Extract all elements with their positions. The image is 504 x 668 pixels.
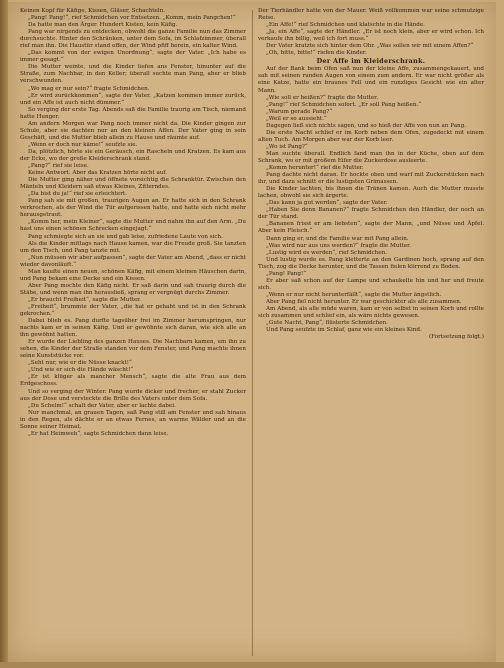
left-text-column — [20, 8, 246, 656]
left-paragraph: Die Mutter weinte, und die Kinder liefen ans Fenster, hinunter auf die Straße, zum Nachbar, in den Keller; überall suchte man Pang, aber er blieb verschwunden. — [20, 64, 246, 85]
right-paragraph: „Ein Affe!“ rief Schmidchen und klatschte in die Hände. — [266, 22, 425, 29]
right-paragraph: „Gute Nacht, Pang“, flüsterte Schmidchen. — [266, 320, 388, 327]
left-paragraph: „Er ist klüger als mancher Mensch“, sagte die alte Frau aus dem Erdgeschoss. — [20, 374, 246, 388]
right-paragraph: „Komm herunter!“ rief die Mutter. — [266, 165, 364, 172]
left-paragraph: „Pang?“ rief sie leise. — [28, 163, 89, 170]
left-paragraph: „Wenn er doch nur käme!“ seufzte sie. — [28, 141, 138, 148]
left-paragraph: Nur manchmal, an grauen Tagen, saß Pang still am Fenster und sah hinaus in den Regen, als dächte er an etwas Fernes, an warme Wälder und an die Sonne seiner Heimat. — [20, 409, 246, 430]
right-paragraph: „Bananen frisst er am liebsten“, sagte der Mann, „und Nüsse und Äpfel. Aber kein Fleisch.“ — [258, 221, 484, 235]
right-column-paragraphs-after — [258, 66, 484, 334]
right-paragraph: „Pang!“ rief Schmidchen sofort. „Er soll Pang heißen.“ — [266, 101, 422, 108]
right-paragraph: „Was wird nur aus uns werden?“ fragte die Mutter. — [266, 242, 411, 249]
left-paragraph: „Komm her, mein Kleiner“, sagte die Mutter und nahm ihn auf den Arm. „Du hast uns einen schönen Schrecken eingejagt.“ — [20, 219, 246, 233]
left-paragraph: Aber Pang mochte den Käfig nicht. Er saß darin und sah traurig durch die Stäbe, und wenn man ihn herausließ, sprang er vergnügt durchs Zimmer. — [20, 282, 246, 296]
right-paragraph: Man suchte überall. Endlich fand man ihn in der Küche, oben auf dem Schrank, wo er mit großem Eifer die Zuckerdose ausleerte. — [258, 150, 484, 164]
right-paragraph: Er aber saß schon auf der Lampe und schaukelte hin und her und freute sich. — [258, 277, 484, 291]
section-heading: Der Affe im Kleiderschrank. — [316, 57, 426, 66]
left-paragraph: Am andern Morgen war Pang noch immer nicht da. Die Kinder gingen zur Schule, aber sie dachten nur an den kleinen Affen. Der Vater ging in sein Geschäft, und die Mutter blieb allein zu Hause und räumte auf. — [20, 120, 246, 141]
left-paragraph: Und so verging der Winter. Pang wurde dicker und frecher, er stahl Zucker aus der Dose und versteckte die Brille des Vaters unter dem Sofa. — [20, 388, 246, 402]
right-paragraph: Die Kinder lachten, bis ihnen die Tränen kamen. Auch die Mutter musste lachen, obwohl sie sich ärgerte. — [258, 186, 484, 200]
left-paragraph: „Du Schelm!“ schalt der Vater, aber er lachte dabei. — [28, 402, 176, 409]
left-paragraph: „Wo mag er nur sein?“ fragte Schmidchen. — [28, 85, 150, 92]
left-paragraph: So verging der erste Tag. Abends saß die Familie traurig am Tisch, niemand hatte Hunger. — [20, 106, 246, 120]
right-paragraph: Der Vater kratzte sich hinter dem Ohr. „Was sollen wir mit einem Affen?“ — [266, 43, 474, 50]
left-paragraph: Keine Antwort. Aber das Kratzen hörte nicht auf. — [28, 170, 168, 177]
right-paragraph: „Wenn er nur nicht herunterfällt“, sagte die Mutter ängstlich. — [266, 291, 442, 298]
right-paragraph: Am Abend, als alle müde waren, kam er von selbst in seinen Korb und rollte sich zusammen und schlief ein, als wäre nichts gewesen. — [258, 305, 484, 320]
left-paragraph: „Da bist du ja!“ rief sie erleichtert. — [28, 191, 127, 198]
right-paragraph: Und lustig wurde es. Pang kletterte an den Gardinen hoch, sprang auf den Tisch, zog die Decke herunter, und die Tassen fielen klirrend zu Boden. — [258, 256, 484, 270]
paper-sheet — [8, 2, 496, 662]
right-paragraph: Auf der Bank beim Ofen saß nun der kleine Affe, zusammengekauert, und sah mit seinen runden Augen von einem zum andern. Er war nicht größer als eine Katze, hatte ein braunes Fell und ein runzliges Gesicht wie ein alter Mann. — [258, 66, 484, 94]
right-paragraph: Dann ging er, und die Familie war mit Pang allein. — [266, 235, 409, 242]
left-paragraph: „Freiheit“, brummte der Vater, „die hat er gehabt und ist in den Schrank gekrochen.“ — [20, 303, 246, 318]
right-column-intro: Der Tierhändler hatte von der Mauer. Weiß vollkommen war seine schmutzige Reise. — [258, 8, 484, 22]
left-column-intro: Keinen Kopf für Käfige, Kissen, Gläser, Schachteln. — [20, 8, 165, 14]
right-paragraph: „Wo ist Pang?“ — [266, 143, 308, 150]
left-paragraph: Er wurde der Liebling des ganzen Hauses. Die Nachbarn kamen, um ihn zu sehen, die Kinder der Straße standen vor dem Fenster, und Pang machte ihnen seine Kunststücke vor. — [20, 339, 246, 360]
continuation-note: (Fortsetzung folgt.) — [428, 334, 484, 341]
left-paragraph: „Pang! Pang!“, rief Schmidchen vor Entsetzen. „Komm, mein Pangchen!“ — [28, 15, 236, 22]
column-divider — [252, 10, 253, 656]
right-column-paragraphs-before — [258, 22, 484, 57]
left-column-paragraphs — [20, 15, 246, 438]
binding-edge — [0, 0, 8, 668]
right-paragraph: „Ja, ein Affe“, sagte der Händler. „Er ist noch klein, aber er wird schon. Ich verkaufe ihn billig, weil ich fort muss.“ — [258, 29, 484, 43]
left-paragraph: Pang schmiegte sich an sie und gab leise, zufriedene Laute von sich. — [28, 233, 223, 240]
left-paragraph: „Er wird zurückkommen“, sagte der Vater. „Katzen kommen immer zurück, und ein Affe ist auch nicht dümmer.“ — [20, 92, 246, 106]
right-paragraph: „Lustig wird es werden“, rief Schmidchen. — [266, 249, 388, 256]
right-paragraph: „Wie soll er heißen?“ fragte die Mutter. — [266, 94, 378, 101]
right-paragraph: „Warum gerade Pang?“ — [266, 108, 333, 115]
right-paragraph: Pang dachte nicht daran. Er hockte oben und warf mit Zuckerstücken nach ihr, und dazu schnitt er die lustigsten Grimassen. — [258, 172, 484, 186]
left-paragraph: Pang war nirgends zu entdecken, obwohl die ganze Familie nun das Zimmer durchsuchte. Hinter den Schränken, unter dem Sofa, im Schlafzimmer, überall rief man ihn. Die Haustür stand offen, der Wind pfiff herein, ein kalter Wind. — [20, 29, 246, 50]
left-paragraph: Da hatte man den Ärger. Hundert Kisten, kein Käfig. — [28, 22, 178, 29]
bottom-edge — [0, 662, 504, 668]
left-paragraph: „Seht nur, wie er die Nüsse knackt!“ — [28, 360, 132, 367]
left-paragraph: „Er braucht Freiheit“, sagte die Mutter. — [28, 296, 141, 303]
right-paragraph: Die erste Nacht schlief er im Korb neben dem Ofen, zugedeckt mit einem alten Tuch. Am Morgen aber war der Korb leer. — [258, 129, 484, 143]
left-paragraph: Die Mutter ging näher und öffnete vorsichtig die Schranktür. Zwischen den Mänteln und Kleidern saß etwas Kleines, Zitterndes. — [20, 177, 246, 191]
left-paragraph: Dabei blieb es. Pang durfte tagsüber frei im Zimmer herumspringen, nur nachts kam er in seinen Käfig. Und er gewöhnte sich daran, wie sich alle an ihn gewöhnt hatten. — [20, 318, 246, 339]
right-paragraph: „Weil er so aussieht.“ — [266, 115, 327, 122]
left-paragraph: „Das kommt von der ewigen Unordnung“, sagte der Vater. „Ich habe es immer gesagt.“ — [20, 50, 246, 64]
left-paragraph: Man kaufte einen neuen, schönen Käfig, mit einem kleinen Häuschen darin, und Pang bekam eine Decke und ein Kissen. — [20, 268, 246, 282]
right-paragraph: „Oh, bitte, bitte!“ riefen die Kinder. — [266, 50, 367, 57]
right-text-column — [258, 8, 484, 656]
left-paragraph: Als die Kinder mittags nach Hause kamen, war die Freude groß. Sie tanzten um den Tisch, und Pang tanzte mit. — [20, 240, 246, 254]
right-paragraph: Aber Pang fiel nicht herunter. Er war geschickter als alle zusammen. — [266, 298, 462, 305]
right-paragraph: „Pang! Pang!“ — [266, 270, 307, 277]
left-paragraph: „Und wie er sich die Hände wäscht!“ — [28, 367, 134, 374]
right-paragraph: „Das kann ja gut werden“, sagte der Vater. — [266, 200, 388, 207]
right-paragraph: „Haben Sie denn Bananen?“ fragte Schmidchen den Händler, der noch an der Tür stand. — [258, 207, 484, 221]
left-paragraph: Pang sah sie mit großen, traurigen Augen an. Er hatte sich in den Schrank verkrochen, als der Wind die Tür aufgerissen hatte, und hatte sich nicht mehr herausgetraut. — [20, 198, 246, 219]
right-paragraph: Und Pang seufzte im Schlaf, ganz wie ein kleines Kind. — [266, 327, 422, 334]
left-paragraph: Da, plötzlich, hörte sie ein Geräusch, ein Rascheln und Kratzen. Es kam aus der Ecke, wo der große Kleiderschrank stand. — [20, 148, 246, 162]
left-paragraph: „Nun müssen wir aber aufpassen“, sagte der Vater am Abend, „dass er nicht wieder davonläuft.“ — [20, 254, 246, 268]
left-paragraph: „Er hat Heimweh“, sagte Schmidchen dann leise. — [28, 430, 169, 437]
right-paragraph: Dagegen ließ sich nichts sagen, und so hieß der Affe von nun an Pang. — [266, 122, 467, 129]
